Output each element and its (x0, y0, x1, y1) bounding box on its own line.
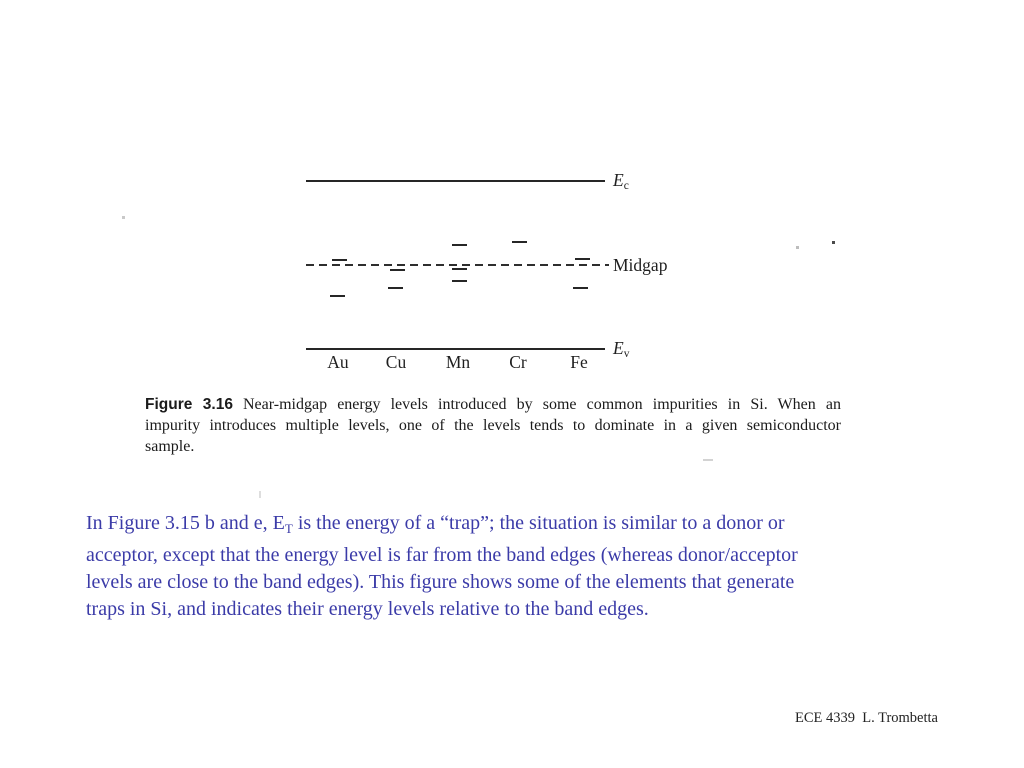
element-label-cu: Cu (385, 352, 407, 372)
conduction-band-symbol: E (613, 170, 624, 190)
element-label-mn: Mn (445, 352, 471, 372)
scan-speck-1 (122, 216, 125, 219)
conduction-band-label (613, 172, 629, 193)
valence-band-symbol: E (613, 338, 624, 358)
caption-line-2: impurity introduces multiple levels, one of the levels tends to dominate in a given semiconductor (145, 417, 841, 434)
level-dash-cu-2 (388, 287, 403, 289)
caption-line-3: sample. (145, 438, 195, 455)
level-dash-au-2 (330, 295, 345, 297)
scan-speck-5 (703, 459, 713, 461)
body-line-1 (86, 510, 798, 542)
level-dash-mn-2 (452, 268, 467, 270)
caption-figure-number: Figure 3.16 (145, 396, 233, 413)
figure-caption (145, 394, 841, 457)
level-dash-fe-2 (573, 287, 588, 289)
midgap-line (306, 264, 609, 266)
trap-energy-subscript: T (284, 521, 293, 536)
valence-band-label (613, 340, 629, 361)
scan-speck-2 (796, 246, 799, 249)
body-line-1-post: is the energy of a “trap”; the situation is similar to a donor or (292, 512, 785, 534)
conduction-band-subscript: c (623, 180, 629, 192)
body-text (86, 510, 798, 623)
level-dash-fe-1 (575, 258, 590, 260)
body-line-3: levels are close to the band edges). This figure shows some of the elements that generate (86, 571, 795, 593)
element-label-au: Au (327, 352, 349, 372)
level-dash-cu-1 (390, 269, 405, 271)
level-dash-cr-1 (512, 241, 527, 243)
midgap-label: Midgap (613, 255, 668, 275)
scan-speck-3 (832, 241, 835, 244)
caption-text-1: Near-midgap energy levels introduced by some common impurities in Si. When an (242, 396, 841, 413)
level-dash-mn-1 (452, 244, 467, 246)
valence-band-line (306, 348, 605, 350)
element-label-cr: Cr (509, 352, 527, 372)
body-line-4: traps in Si, and indicates their energy levels relative to the band edges. (86, 598, 649, 620)
body-line-1-pre: In Figure 3.15 b and e, E (86, 512, 285, 534)
element-label-fe: Fe (570, 352, 588, 372)
level-dash-mn-3 (452, 280, 467, 282)
scan-speck-4 (259, 491, 261, 498)
caption-line-1 (145, 394, 841, 415)
conduction-band-line (306, 180, 605, 182)
valence-band-subscript: v (623, 348, 630, 360)
level-dash-au-1 (332, 259, 347, 261)
body-line-2: acceptor, except that the energy level is far from the band edges (whereas donor/acceptor (86, 544, 798, 566)
footer-credit: ECE 4339 L. Trombetta (795, 710, 938, 726)
